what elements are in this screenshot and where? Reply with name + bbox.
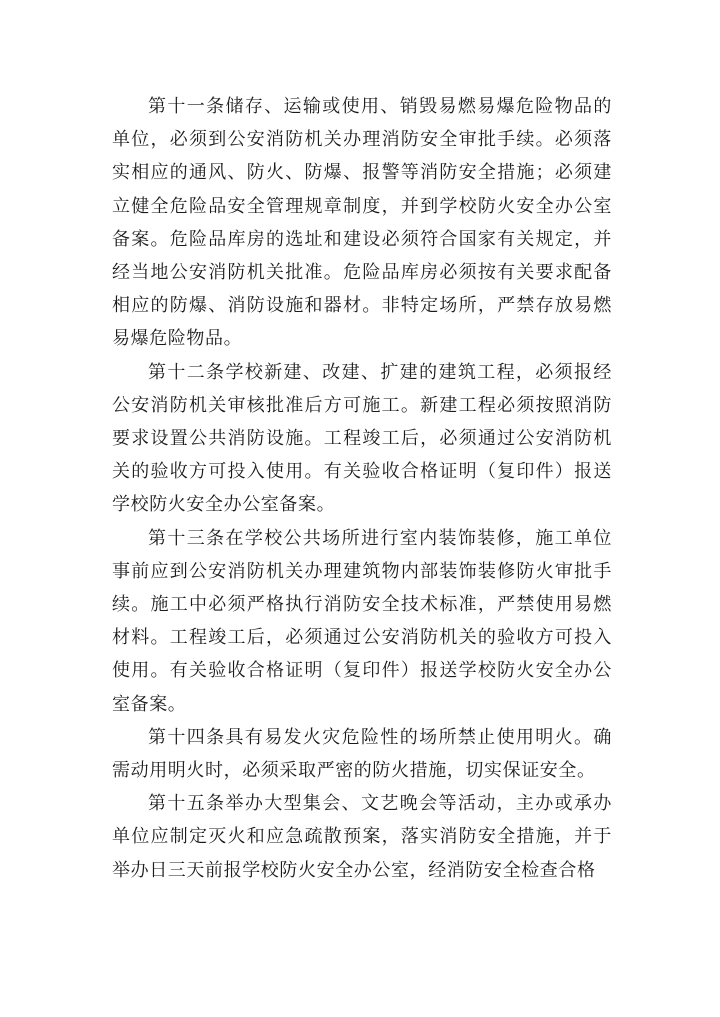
paragraph-article-14: 第十四条具有易发火灾危险性的场所禁止使用明火。确需动用明火时，必须采取严密的防火措施，切实保证安全。 — [112, 726, 612, 782]
paragraph-article-11: 第十一条储存、运输或使用、销毁易燃易爆危险物品的单位，必须到公安消防机关办理消防安全审批手续。必须落实相应的通风、防火、防爆、报警等消防安全措施；必须建立健全危险品安全管理规章制度，并到学校防火安全办公室备案。危险品库房的选址和建设必须符合国家有关规定，并经当地公安消防机关批准。危险品库房必须按有关要求配备相应的防爆、消防设施和器材。非特定场所，严禁存放易燃易爆危险物品。 — [112, 96, 612, 350]
document-body — [112, 90, 612, 887]
paragraph-article-15: 第十五条举办大型集会、文艺晚会等活动，主办或承办单位应制定灭火和应急疏散预案，落实消防安全措施，并于举办日三天前报学校防火安全办公室，经消防安全检查合格 — [112, 793, 612, 881]
paragraph-article-12: 第十二条学校新建、改建、扩建的建筑工程，必须报经公安消防机关审核批准后方可施工。新建工程必须按照消防要求设置公共消防设施。工程竣工后，必须通过公安消防机关的验收方可投入使用。有关验收合格证明（复印件）报送学校防火安全办公室备案。 — [112, 361, 612, 516]
paragraph-article-13: 第十三条在学校公共场所进行室内装饰装修，施工单位事前应到公安消防机关办理建筑物内部装饰装修防火审批手续。施工中必须严格执行消防安全技术标准，严禁使用易燃材料。工程竣工后，必须通过公安消防机关的验收方可投入使用。有关验收合格证明（复印件）报送学校防火安全办公室备案。 — [112, 527, 612, 715]
